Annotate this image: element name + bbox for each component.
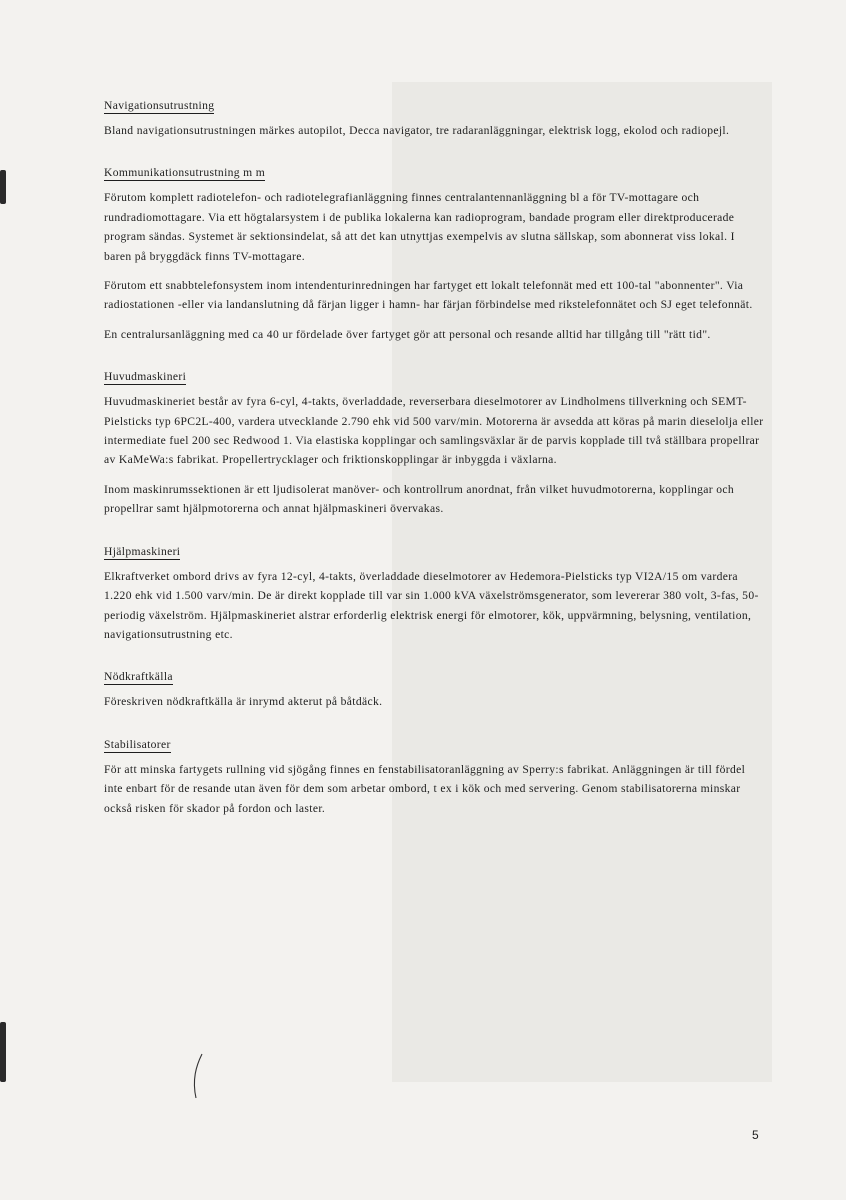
section-stabilizers — [104, 722, 764, 818]
paragraph: Förutom ett snabbtelefonsystem inom intendenturinredningen har fartyget ett lokalt telefonnät med ett 100-tal "abonnenter". Via radiostationen -eller via landanslutning då färjan ligger i hamn- har färjan förbindelse med rikstelefonnätet och SJ eget telefonnät. — [104, 279, 753, 312]
section-auxiliary-machinery — [104, 529, 764, 645]
binding-edge-mark — [0, 170, 6, 204]
section-heading: Stabilisatorer — [104, 737, 171, 751]
document-body — [104, 96, 764, 828]
paragraph: Bland navigationsutrustningen märkes autopilot, Decca navigator, tre radaranläggningar, elektrisk logg, ekolod och radiopejl. — [104, 124, 730, 137]
section-navigation — [104, 96, 764, 140]
pen-stroke-mark — [188, 1052, 208, 1102]
section-heading: Hjälpmaskineri — [104, 544, 181, 558]
paragraph: För att minska fartygets rullning vid sjögång finnes en fenstabilisatoranläggning av Sperry:s fabrikat. Anläggningen är till fördel inte enbart för de resande utan även för dem som arbetar ombord, t ex i kök och med servering. Genom stabilisatorerna minskar också risken för skador på fordon och laster. — [104, 762, 746, 815]
paragraph: Föreskriven nödkraftkälla är inrymd akterut på båtdäck. — [104, 695, 383, 709]
binding-edge-mark — [0, 1022, 6, 1082]
paragraph: Huvudmaskineriet består av fyra 6-cyl, 4-takts, överladdade, reverserbara dieselmotorer av Lindholmens tillverkning och SEMT-Pielsticks typ 6PC2L-400, vardera utvecklande 2.790 ehk vid 500 varv/min. Motorerna är avsedda att köras på marin dieselolja eller intermediate fuel 200 sec Redwood 1. Via elastiska kopplingar och samlingsväxlar är de parvis kopplade till två ställbara propellrar av KaMeWa:s fabrikat. Propellertrycklager och friktionskopplingar är inbyggda i växlarna. — [104, 395, 764, 467]
paragraph: Inom maskinrumssektionen är ett ljudisolerat manöver- och kontrollrum anordnat, från vilket huvudmotorerna, kopplingar och propellrar samt hjälpmotorerna och annat hjälpmaskineri övervakas. — [104, 482, 735, 516]
paragraph: Förutom komplett radiotelefon- och radiotelegrafianläggning finnes centralantennanläggning bl a för TV-mottagare och rundradiomottagare. Via ett högtalarsystem i de publika lokalerna kan radioprogram, bandade program eller direktproducerade program sändas. Systemet är sektionsindelat, så att det kan utnyttjas exempelvis av slutna sällskap, som abonnerat viss lokal. I baren på bryggdäck finns TV-mottagare. — [104, 191, 735, 263]
section-emergency-power — [104, 654, 764, 711]
section-heading: Nödkraftkälla — [104, 670, 173, 684]
section-main-machinery — [104, 354, 764, 518]
section-heading: Kommunikationsutrustning m m — [104, 166, 266, 180]
section-heading: Huvudmaskineri — [104, 370, 187, 384]
paragraph: Elkraftverket ombord drivs av fyra 12-cyl, 4-takts, överladdade dieselmotorer av Hedemora-Pielsticks typ VI2A/15 om vardera 1.220 ehk vid 1.500 varv/min. De är direkt kopplade till var sin 1.000 kVA växelströmsgenerator, som levererar 380 volt, 3-fas, 50-periodig växelström. Hjälpmaskineriet alstrar erforderlig elektrisk energi för elmotorer, kök, uppvärmning, belysning, ventilation, navigationsutrustning etc. — [104, 569, 759, 641]
section-heading: Navigationsutrustning — [104, 99, 215, 112]
section-communication — [104, 150, 764, 344]
paragraph: En centralursanläggning med ca 40 ur fördelade över fartyget gör att personal och resande alltid har tillgång till "rätt tid". — [104, 327, 711, 341]
page-number: 5 — [752, 1128, 759, 1142]
